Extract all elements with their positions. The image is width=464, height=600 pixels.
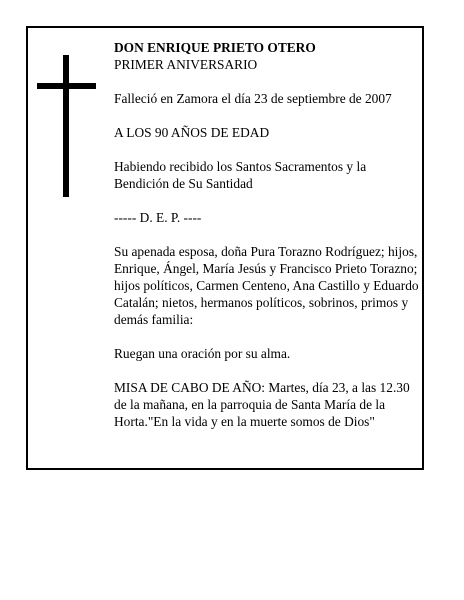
anniversary-label: PRIMER ANIVERSARIO (114, 57, 258, 72)
family-list: Su apenada esposa, doña Pura Torazno Rodríguez; hijos, Enrique, Ángel, María Jesús y Francisco Prieto Torazno; hijos políticos, Carmen Centeno, Ana Castillo y Eduardo Catalán; nietos, hermanos políticos, sobrinos, primos y demás familia: (114, 244, 419, 327)
rip-line: ----- D. E. P. ---- (114, 210, 202, 225)
age-info: A LOS 90 AÑOS DE EDAD (114, 125, 270, 140)
header-block (114, 39, 420, 73)
cross-icon-bar (37, 83, 96, 89)
cross-icon (63, 55, 69, 197)
deceased-name: DON ENRIQUE PRIETO OTERO (114, 40, 316, 55)
mass-info: MISA DE CABO DE AÑO: Martes, día 23, a las 12.30 de la mañana, en la parroquia de Santa María de la Horta."En la vida y en la muerte somos de Dios" (114, 380, 410, 429)
obituary-text (114, 39, 420, 447)
death-info: Falleció en Zamora el día 23 de septiembre de 2007 (114, 91, 392, 106)
prayer-request: Ruegan una oración por su alma. (114, 346, 291, 361)
sacraments-info: Habiendo recibido los Santos Sacramentos y la Bendición de Su Santidad (114, 159, 367, 191)
